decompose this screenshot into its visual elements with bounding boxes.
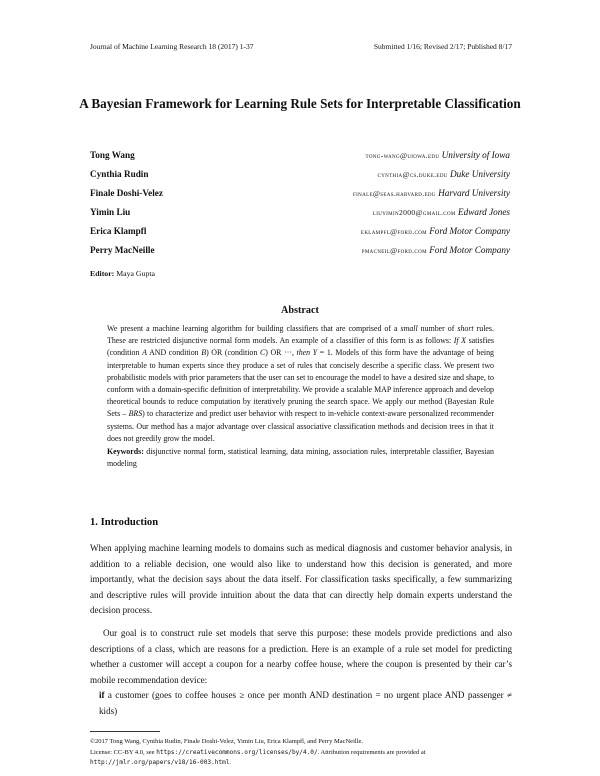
journal-header: Journal of Machine Learning Research 18 (2017) 1-37 (90, 42, 254, 51)
author-contact (373, 207, 510, 217)
footer (90, 737, 520, 769)
author-name: Perry MacNeille (90, 245, 155, 255)
introduction-body (90, 541, 512, 720)
author-affiliation: Harvard University (438, 188, 510, 198)
author-row (90, 245, 510, 264)
author-email[interactable]: liuyimin2000@gmail.com (372, 208, 456, 217)
abstract-paragraph: We present a machine learning algorithm for building classifiers that are comprised of a small number of short rules. These are restricted disjunctive normal form models. An example of a classifier of this form is as follows: If X satisfies (condition A AND condition B) OR (condition C) OR ···, then Y = 1. Models of this form have the advantage of being interpretable to human experts since they produce a set of rules that concisely describe a specific class. We present two probabilistic models with prior parameters that the user can set to encourage the model to have a desired size and shape, to conform with a domain-specific definition of interpretability. We provide a scalable MAP inference approach and develop theoretical bounds to reduce computation by iteratively pruning the search space. We apply our method (Bayesian Rule Sets – BRS) to characterize and predict user behavior with respect to in-vehicle context-aware personalized recommender systems. Our method has a major advantage over classical associative classification methods and decision trees in that it does not greedily grow the model. (107, 324, 494, 443)
author-name: Cynthia Rudin (90, 169, 149, 179)
license-link[interactable]: https://creativecommons.org/licenses/by/4.0/ (156, 748, 318, 756)
author-affiliation: Edward Jones (458, 207, 510, 217)
author-row (90, 188, 510, 207)
attribution-link[interactable]: http://jmlr.org/papers/v18/16-003.html (90, 759, 230, 766)
author-contact (361, 226, 510, 236)
author-affiliation: University of Iowa (441, 150, 510, 160)
editor-name: Maya Gupta (116, 269, 155, 278)
author-email[interactable]: pmacneil@ford.com (361, 246, 427, 255)
submission-dates: Submitted 1/16; Revised 2/17; Published 8/17 (373, 42, 512, 51)
author-name: Tong Wang (90, 150, 135, 160)
author-email[interactable]: eklampfl@ford.com (360, 227, 427, 236)
author-name: Yimin Liu (90, 207, 131, 217)
keywords-label: Keywords: (107, 447, 144, 457)
author-affiliation: Ford Motor Company (429, 226, 510, 236)
rule-if-keyword: if (99, 690, 105, 701)
author-contact (353, 188, 510, 198)
author-contact (366, 150, 511, 160)
body-paragraph: When applying machine learning models to domains such as medical diagnosis and customer behavior analysis, in addition to a reliable decision, one would also like to understand how this decision is generated, and more importantly, what the decision says about the data itself. For classification tasks specifically, a few summarizing and descriptive rules will provide intuition about the data that can directly help domain experts understand the decision process. (90, 543, 512, 616)
author-email[interactable]: tong-wang@uiowa.edu (365, 151, 440, 160)
abstract-heading: Abstract (281, 305, 319, 316)
paper-title: A Bayesian Framework for Learning Rule Sets for Interpretable Classification (79, 96, 521, 111)
author-affiliation: Duke University (450, 169, 510, 179)
author-email[interactable]: cynthia@cs.duke.edu (377, 170, 448, 179)
author-row (90, 169, 510, 188)
author-row (90, 226, 510, 245)
author-list (90, 150, 510, 264)
section-heading: 1. Introduction (90, 517, 159, 528)
keywords (107, 446, 494, 470)
rule-example (99, 688, 512, 719)
editor-label: Editor: (90, 269, 115, 278)
license-notice: License: CC-BY 4.0, see https://creativecommons.org/licenses/by/4.0/. Attribution requirements are provided at http://jmlr.org/papers/v18/16-003.html. (90, 748, 426, 766)
footnote-divider (90, 731, 160, 732)
editor-line (90, 269, 155, 278)
body-paragraph: Our goal is to construct rule set models that serve this purpose: these models provide predictions and also descriptions of a class, which are reasons for a prediction. Here is an example of a rule set model for predicting whether a customer will accept a coupon for a nearby coffee house, where the coupon is presented by their car’s mobile recommendation device: (90, 627, 512, 685)
author-contact (378, 169, 510, 179)
author-contact (362, 245, 510, 255)
copyright-notice: ©2017 Tong Wang, Cynthia Rudin, Finale Doshi-Velez, Yimin Liu, Erica Klampfl, and Perry MacNeille. (90, 738, 363, 745)
author-name: Finale Doshi-Velez (90, 188, 163, 198)
abstract-body (107, 323, 494, 470)
author-email[interactable]: finale@seas.harvard.edu (353, 189, 436, 198)
rule-condition: a customer (goes to coffee houses ≥ once per month AND destination = no urgent place AND passenger ≠ kids) (99, 690, 512, 716)
author-affiliation: Ford Motor Company (429, 245, 510, 255)
keywords-list: disjunctive normal form, statistical learning, data mining, association rules, interpretable classifier, Bayesian modeling (107, 447, 494, 469)
author-row (90, 150, 510, 169)
author-name: Erica Klampfl (90, 226, 147, 236)
author-row (90, 207, 510, 226)
